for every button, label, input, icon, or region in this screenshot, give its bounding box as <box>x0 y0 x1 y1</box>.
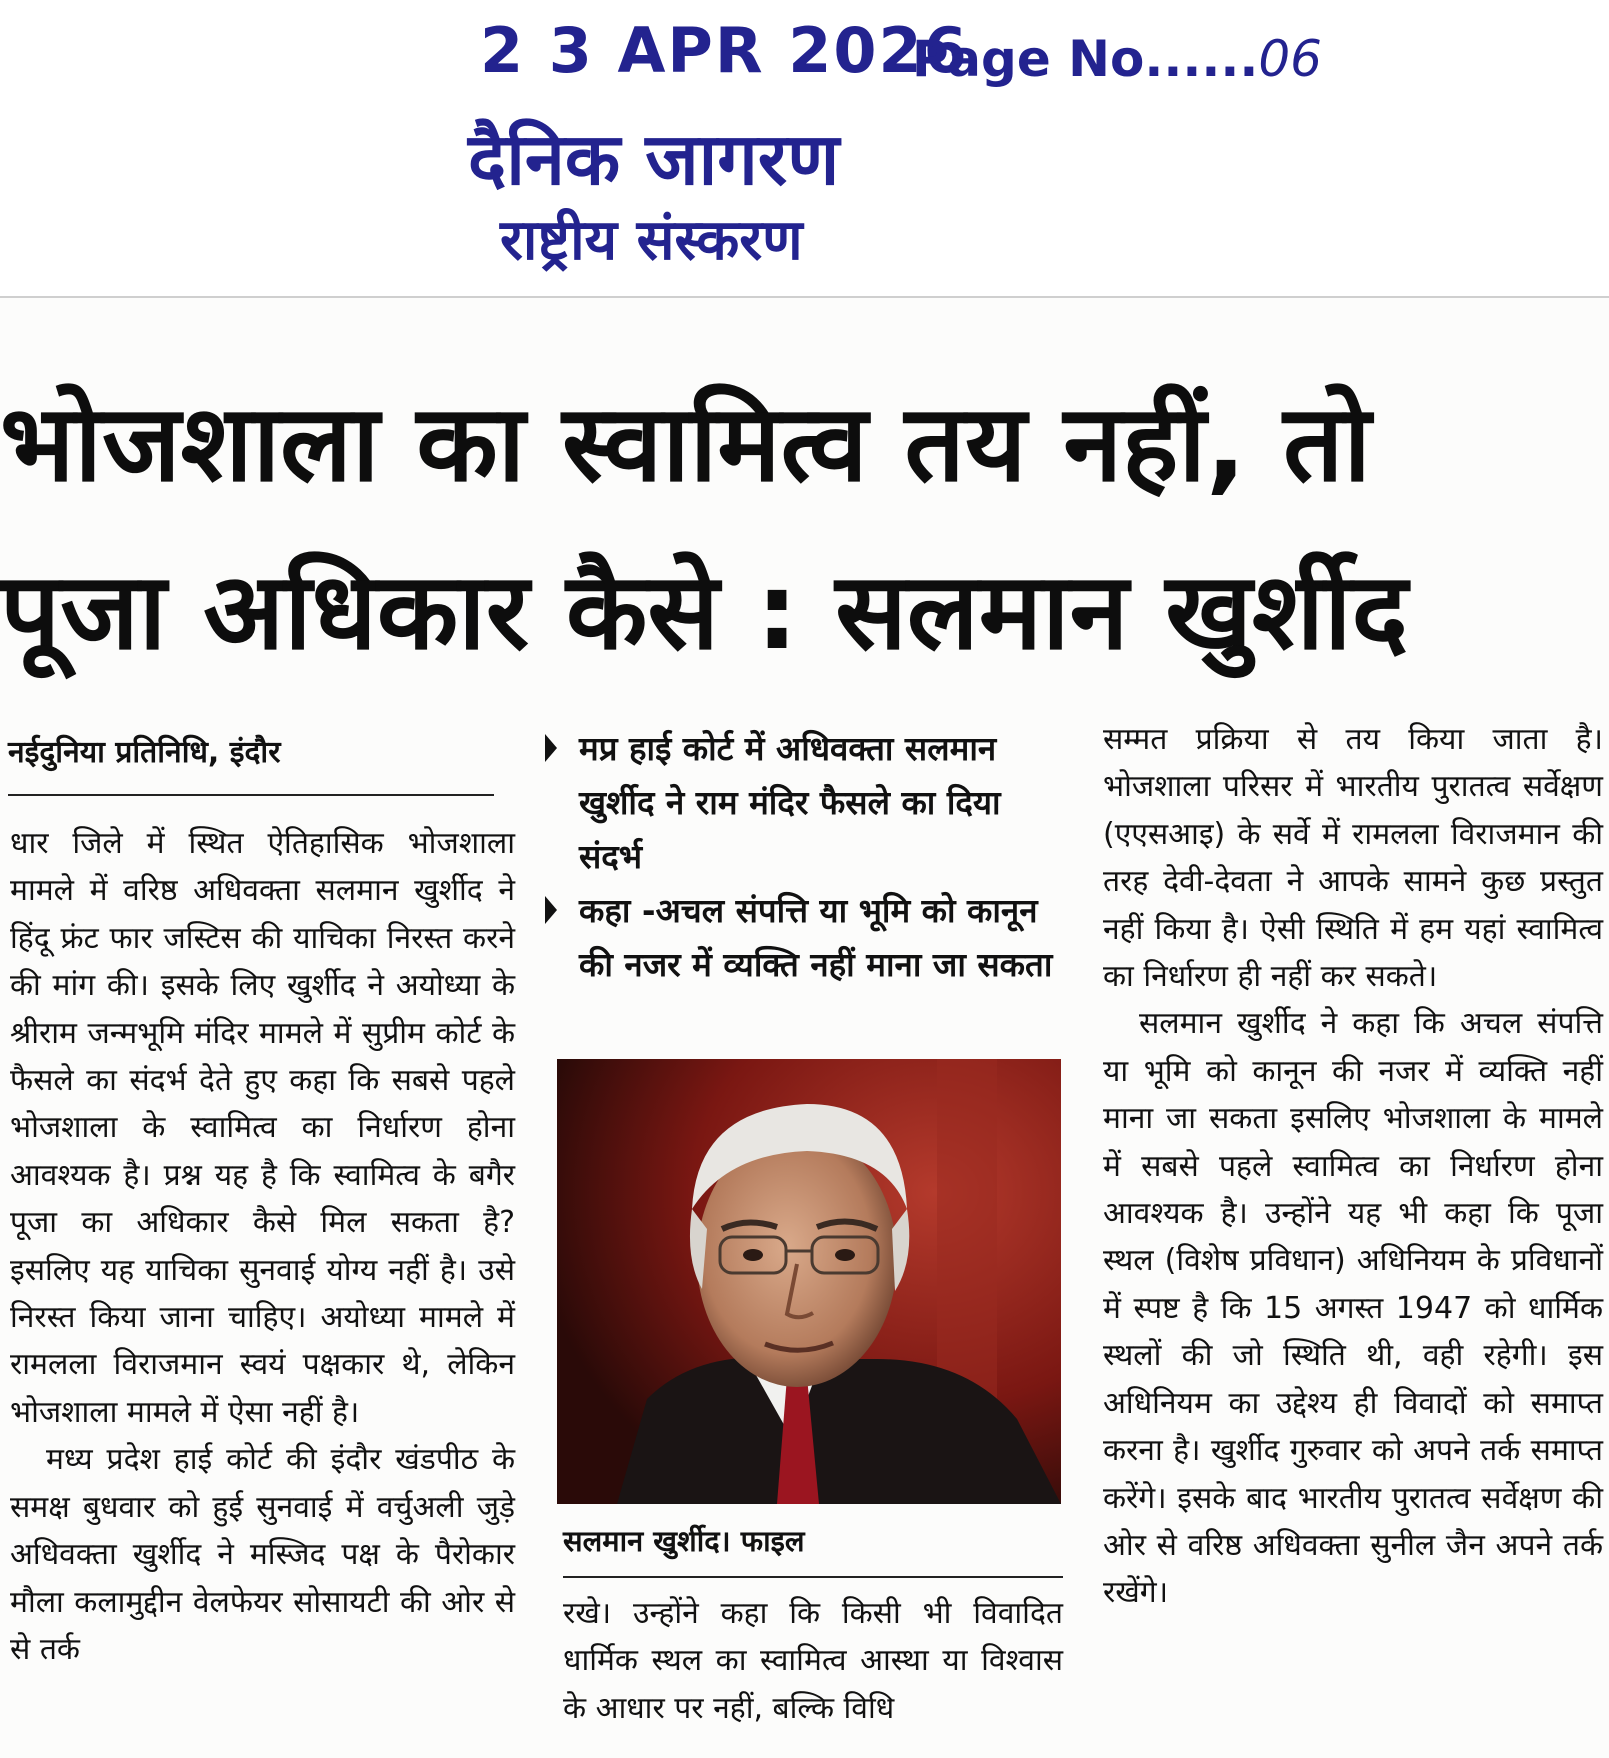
paragraph: सलमान खुर्शीद ने कहा कि अचल संपत्ति या भूमि को कानून की नजर में व्यक्ति नहीं माना जा सकता इसलिए भोजशाला के मामले में सबसे पहले स्वामित्व का निर्धारण होना आवश्यक है। उन्होंने यह भी कहा कि पूजा स्थल (विशेष प्रविधान) अधिनियम के प्रविधानों में स्पष्ट है कि 15 अगस्त 1947 को धार्मिक स्थलों की जो स्थिति थी, वही रहेगी। इस अधिनियम का उद्देश्य ही विवादों को समाप्त करना है। खुर्शीद गुरुवार को अपने तर्क समाप्त करेंगे। इसके बाद भारतीय पुरातत्व सर्वेक्षण की ओर से वरिष्ठ अधिवक्ता सुनील जैन अपने तर्क रखेंगे। <box>1103 1006 1603 1611</box>
stamp-page-text: Page No...... <box>912 30 1259 88</box>
article-column-left <box>10 820 515 1673</box>
bullet-triangle-icon <box>545 896 557 924</box>
stamp-page-label <box>912 30 1322 88</box>
headline-line-2: पूजा अधिकार कैसे : सलमान खुर्शीद <box>0 550 1408 673</box>
bullet-triangle-icon <box>545 734 557 762</box>
stamp-paper-name: दैनिक जागरण <box>468 117 840 201</box>
stamp-edition: राष्ट्रीय संस्करण <box>500 208 803 273</box>
article-photo <box>557 1059 1061 1504</box>
article-headline <box>0 360 1609 696</box>
article-column-middle <box>563 1590 1063 1732</box>
stamp-date: 2 3 APR 2026 <box>480 14 969 87</box>
highlight-text: कहा -अचल संपत्ति या भूमि को कानून की नजर में व्यक्ति नहीं माना जा सकता <box>579 891 1053 984</box>
article-column-right <box>1103 716 1603 1617</box>
paragraph: मध्य प्रदेश हाई कोर्ट की इंदौर खंडपीठ के समक्ष बुधवार को हुई सुनवाई में वर्चुअली जुड़े अधिवक्ता खुर्शीद ने मस्जिद पक्ष के पैरोकार मौला कलामुद्दीन वेलफेयर सोसायटी की ओर से से तर्क <box>10 1442 515 1667</box>
portrait-illustration <box>557 1059 1061 1504</box>
paragraph: धार जिले में स्थित ऐतिहासिक भोजशाला मामले में वरिष्ठ अधिवक्ता सलमान खुर्शीद ने हिंदू फ्रंट फार जस्टिस की याचिका निरस्त करने की मांग की। इसके लिए खुर्शीद ने अयोध्या के श्रीराम जन्मभूमि मंदिर मामले में सुप्रीम कोर्ट के फैसले का संदर्भ देते हुए कहा कि सबसे पहले भोजशाला के स्वामित्व का निर्धारण होना आवश्यक है। प्रश्न यह है कि स्वामित्व के बगैर पूजा का अधिकार कैसे मिल सकता है? इसलिए यह याचिका सुनवाई योग्य नहीं है। उसे निरस्त किया जाना चाहिए। अयोध्या मामले में रामलला विराजमान स्वयं पक्षकार थे, लेकिन भोजशाला मामले में ऐसा नहीं है। <box>10 826 515 1430</box>
highlight-point <box>555 722 1075 884</box>
article-byline: नईदुनिया प्रतिनिधि, इंदौर <box>8 730 494 796</box>
stamp-page-number: 06 <box>1258 30 1322 88</box>
paragraph: सम्मत प्रक्रिया से तय किया जाता है। भोजशाला परिसर में भारतीय पुरातत्व सर्वेक्षण (एएसआइ) के सर्वे में रामलला विराजमान की तरह देवी-देवता ने आपके सामने कुछ प्रस्तुत नहीं किया है। ऐसी स्थिति में हम यहां स्वामित्व का निर्धारण ही नहीं कर सकते। <box>1103 722 1603 995</box>
photo-caption: सलमान खुर्शीद। फाइल <box>563 1520 1063 1578</box>
highlight-point <box>555 884 1075 992</box>
paragraph: रखे। उन्होंने कहा कि किसी भी विवादित धार्मिक स्थल का स्वामित्व आस्था या विश्वास के आधार पर नहीं, बल्कि विधि <box>563 1596 1063 1726</box>
headline-line-1: भोजशाला का स्वामित्व तय नहीं, तो <box>0 382 1371 505</box>
highlight-text: मप्र हाई कोर्ट में अधिवक्ता सलमान खुर्शीद ने राम मंदिर फैसले का दिया संदर्भ <box>579 729 1001 876</box>
